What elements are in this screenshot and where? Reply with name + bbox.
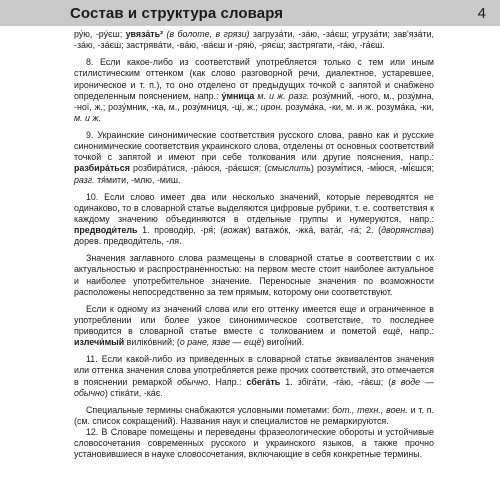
headword: излечи́мый xyxy=(74,337,125,348)
paragraph-p11 xyxy=(74,354,434,399)
label-italic: обычно xyxy=(177,376,208,387)
text-run: Специальные термины снабжаются условными пометами: xyxy=(86,404,333,415)
text-run: ) розумі́тися, -мі́юся, -мі́єшся; xyxy=(310,163,434,174)
label-italic: смыслить xyxy=(267,163,311,174)
text-run: ) ватажо́к, -жка́, вата́г, -га́; 2. ( xyxy=(247,225,382,235)
text-run: розу́мний, -ного, м., розу́мна, -ної, ж.; розу́мник, -ка, м., розу́мниця, -ці, ж.; xyxy=(74,90,434,112)
text-run: ) стіка́ти, -ка́є. xyxy=(104,387,163,398)
headword: у́мница xyxy=(221,90,255,101)
text-run: Если к одному из значений слова или его оттенку имеется еще и ограниченное в употреблении или более узкое синонимическое соответствие, то последнее приводится в словарной статье вместе с толкованием и пометой xyxy=(74,303,434,336)
headword: предводи́тель xyxy=(74,225,138,235)
text-run: ру́ю, -ру́єш; xyxy=(74,29,126,39)
text-run: загруза́ти, -за́ю, -за́єш; угруза́ти; зав'яза́ти, -за́ю, -за́єш; застрява́ти, -ва́ю, -ва́єш и -ряю́, -ряє́ш; застрягати, -га́ю, -га́єш. xyxy=(74,29,435,51)
label-italic: м. и ж. xyxy=(74,112,101,123)
text-run: 8. Если какое-либо из соответствий употребляется только с тем или иным стилистическим оттенком (как слово разговорной речи, диалектное, устаревшее, ироническое и т. п.), то оно отделено от предыдущих точкой с запятой и снабжено определенным пояснением, напр.: xyxy=(74,57,434,101)
label-italic: о ране, язве — ещё xyxy=(179,337,262,348)
text-run: и т. п. (см. список сокращений). Названия наук и специалистов не ремаркируются. xyxy=(74,404,435,426)
label-italic: разг. xyxy=(74,174,95,185)
paragraph-p_spec xyxy=(74,405,434,427)
headword: увяза́ть² xyxy=(125,29,164,39)
running-header xyxy=(0,0,500,26)
label-italic: бот., техн., воен. xyxy=(332,404,408,415)
text-run: Значения заглавного слова размещены в словарной статье в соответствии с их актуальностью и распространенностью: на первом месте стоит наиболее актуальное и наиболее употребительное значение. Переносные значения по возможности расположены непосредственно за тем прямым, которому они соответствуют. xyxy=(74,253,434,297)
text-run: розбира́тися, -ра́юся, -ра́єшся; ( xyxy=(129,163,268,174)
label-italic: м. и ж. разг. xyxy=(254,90,310,101)
text-run: ) вигої́ний. xyxy=(261,337,305,348)
text-run: 9. Украинские синонимические соответствия русского слова, равно как и русские синонимические соответствия украинского слова, отделены от основных соответствий точкой с запятой и имеют при себе толкования или другие пояснения, напр.: xyxy=(74,130,434,163)
text-run: ) дорев. предводи́тель, -ля. xyxy=(74,225,435,247)
text-run: розума́ка, -ки, м. и ж. розума́ка, -ки, xyxy=(282,101,434,112)
paragraph-p12 xyxy=(74,427,434,460)
text-run: 1. проводи́р, -ря́; ( xyxy=(137,225,224,235)
text-run: 11. Если какой-либо из приведенных в словарной статье эквивалентов значения или оттенка значения слова употребляется реже прочих соответствий, это отмечается в пояснении ремаркой xyxy=(74,354,434,387)
label-italic: в воде — обычно xyxy=(74,376,435,398)
text-run: 1. збiга́ти, -га́ю, -га́єш; ( xyxy=(280,376,392,387)
label-italic: ещё xyxy=(382,326,401,336)
label-italic: ирон. xyxy=(260,101,283,112)
paragraph-p8 xyxy=(74,57,434,124)
label-italic: дворянства xyxy=(381,225,432,235)
page-number: 4 xyxy=(477,4,486,22)
paragraph-p_zn xyxy=(74,253,434,298)
text-run: . Напр.: xyxy=(208,376,247,387)
text-run: вилiко́вний; ( xyxy=(124,337,180,348)
paragraph-p0 xyxy=(74,29,434,51)
label-italic: (в болоте, в грязи) xyxy=(163,29,250,39)
text-run: 10. Если слово имеет два или несколько значений, которые переводятся не одинаково, то в словарной статье выделяются цифровые рубрики, т. е. соответствия к каждому значению объединяются в отдельные группы и нумеруются, напр.: xyxy=(74,191,434,224)
paragraph-p9 xyxy=(74,130,434,186)
header-title: Состав и структура словаря xyxy=(70,4,284,22)
text-body xyxy=(74,29,434,460)
text-run: 12. В Словаре помещены и переведены фразеологические обороты и устойчивые словосочетания современных русского и украинского языков, а также прочно установившиеся в науке словосочетания, включающие в себя конкретные термины. xyxy=(74,427,434,460)
text-run: , напр.: xyxy=(400,326,434,336)
paragraph-p_esli xyxy=(74,304,434,349)
headword: сбега́ть xyxy=(246,376,281,387)
text-run: тя́мити, -млю, -миш. xyxy=(94,174,181,185)
label-italic: вожак xyxy=(223,225,248,235)
headword: разбира́ться xyxy=(74,163,130,174)
paragraph-p10 xyxy=(74,192,434,248)
